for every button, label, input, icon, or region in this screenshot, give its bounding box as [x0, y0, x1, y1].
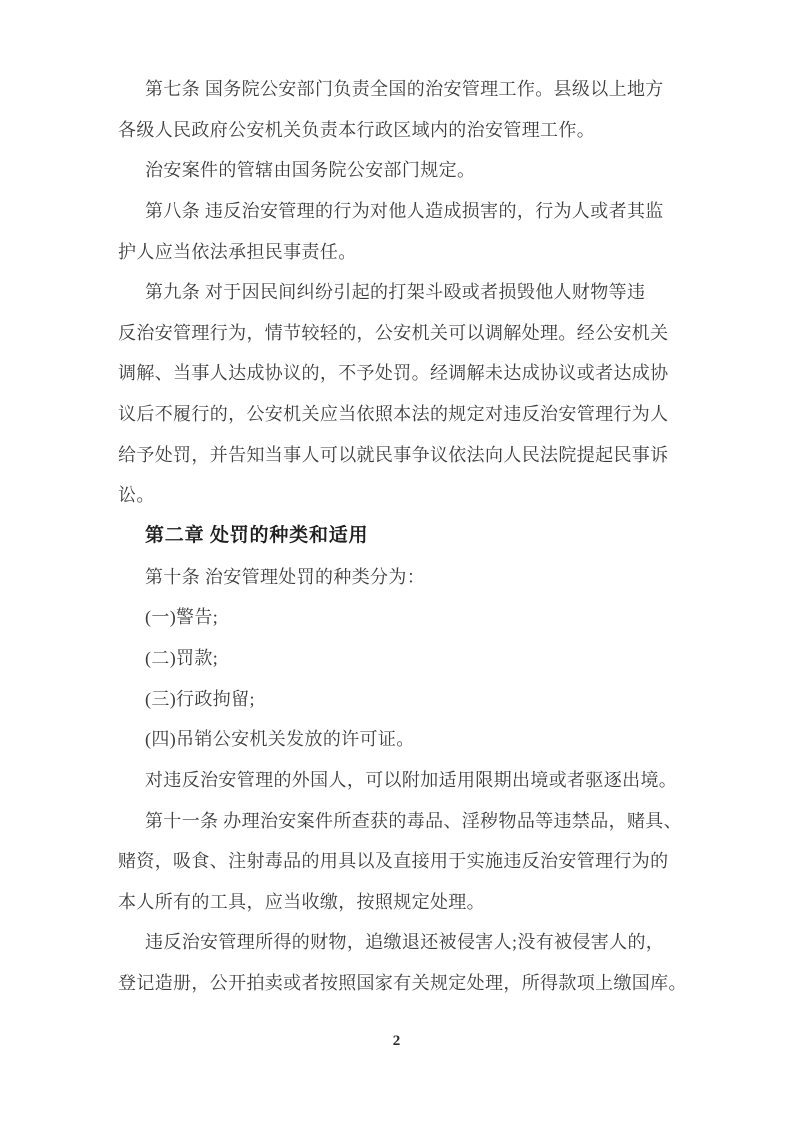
text-line: 对违反治安管理的外国人，可以附加适用限期出境或者驱逐出境。 — [145, 769, 678, 790]
document-body — [118, 69, 718, 1004]
text-line: 治安案件的管辖由国务院公安部门规定。 — [145, 160, 476, 181]
text-line: 第七条 国务院公安部门负责全国的治安管理工作。县级以上地方 — [145, 79, 664, 99]
text-line: 讼。 — [118, 485, 155, 506]
text-line: 各级人民政府公安机关负责本行政区域内的治安管理工作。 — [118, 119, 596, 140]
text-line: 第十条 治安管理处罚的种类分为： — [145, 566, 426, 587]
text-line: 议后不履行的，公安机关应当依照本法的规定对违反治安管理行为人 — [118, 404, 669, 425]
text-line: 第八条 违反治安管理的行为对他人造成损害的，行为人或者其监 — [145, 200, 664, 221]
text-line: 调解、当事人达成协议的，不予处罚。经调解未达成协议或者达成协 — [118, 363, 669, 384]
page-number: 2 — [392, 1033, 401, 1049]
text-line: 护人应当依法承担民事责任。 — [118, 241, 357, 262]
text-line: 给予处罚，并告知当事人可以就民事争议依法向人民法院提起民事诉 — [118, 444, 669, 465]
text-line: 违反治安管理所得的财物，追缴退还被侵害人;没有被侵害人的， — [145, 932, 665, 953]
text-line: 登记造册，公开拍卖或者按照国家有关规定处理，所得款项上缴国库。 — [118, 973, 687, 994]
text-line: (二)罚款; — [145, 647, 219, 668]
text-line: (四)吊销公安机关发放的许可证。 — [145, 729, 415, 750]
text-line: 赌资，吸食、注射毒品的用具以及直接用于实施违反治安管理行为的 — [118, 851, 669, 872]
text-line: (三)行政拘留; — [145, 688, 255, 709]
text-line: 反治安管理行为，情节较轻的，公安机关可以调解处理。经公安机关 — [118, 322, 669, 343]
text-line: (一)警告; — [145, 607, 219, 628]
chapter-heading: 第二章 处罚的种类和适用 — [145, 525, 369, 547]
text-line: 第九条 对于因民间纠纷引起的打架斗殴或者损毁他人财物等违 — [145, 282, 646, 303]
text-line: 第十一条 办理治安案件所查获的毒品、淫秽物品等违禁品，赌具、 — [145, 810, 682, 831]
text-line: 本人所有的工具，应当收缴，按照规定处理。 — [118, 891, 485, 912]
